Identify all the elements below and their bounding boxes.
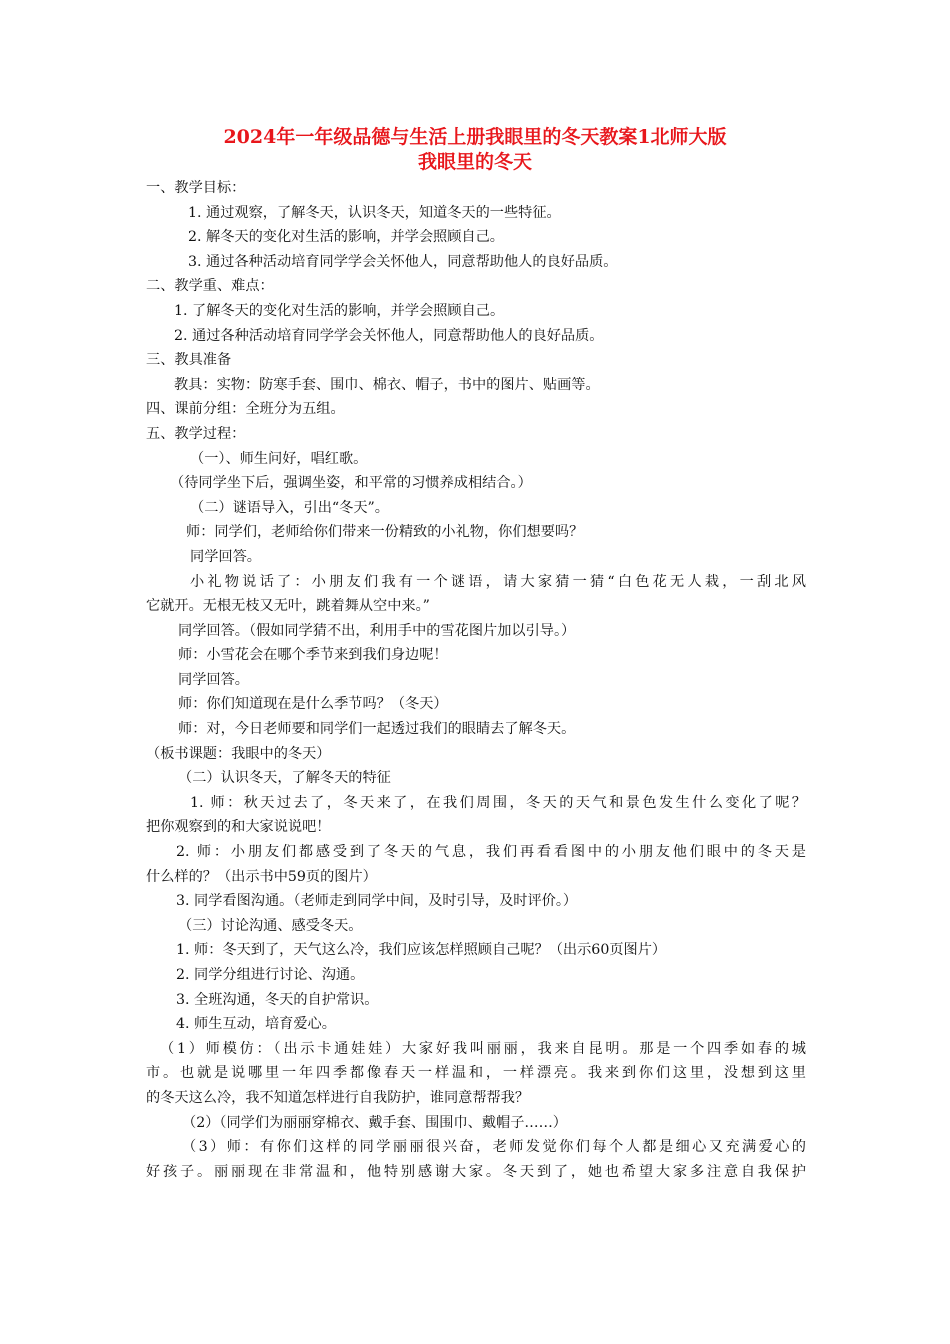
paragraph-line: （2）（同学们为丽丽穿棉衣、戴手套、围围巾、戴帽子……） (182, 1114, 567, 1131)
list-item: 4. 师生互动，培育爱心。 (176, 1016, 336, 1033)
list-item: 2. 同学分组进行讨论、沟通。 (176, 967, 365, 983)
paragraph-line: 小礼物说话了：小朋友们我有一个谜语，请大家猜一猜“白色花无人栽，一刮北风 (190, 573, 806, 590)
document-body (146, 176, 806, 1184)
paragraph-line: 把你观察到的和大家说说吧！ (146, 819, 331, 836)
list-item: 1. 师：冬天到了，天气这么冷，我们应该怎样照顾自己呢？（出示60页图片） (176, 942, 667, 959)
paragraph-line: 同学回答。 (178, 671, 249, 688)
document-title: 2024年一年级品德与生活上册我眼里的冬天教案1北师大版 (223, 126, 727, 148)
paragraph-line: （3）师：有你们这样的同学丽丽很兴奋，老师发觉你们每个人都是细心又充满爱心的 (182, 1139, 806, 1156)
list-item: 2. 解冬天的变化对生活的影响，并学会照顾自己。 (188, 229, 504, 246)
paragraph-line: 师：对，今日老师要和同学们一起透过我们的眼睛去了解冬天。 (178, 721, 576, 738)
paragraph-line: （二）谜语导入，引出“冬天”。 (190, 499, 389, 516)
section-heading: 五、教学过程： (146, 425, 246, 442)
paragraph-line: 什么样的？（出示书中59页的图片） (146, 868, 377, 885)
list-item: 1. 了解冬天的变化对生活的影响，并学会照顾自己。 (174, 302, 505, 319)
paragraph-line: （三）讨论沟通、感受冬天。 (178, 917, 363, 934)
paragraph-line: 同学回答。 (190, 548, 261, 565)
section-heading: 一、教学目标： (146, 180, 246, 196)
paragraph-line: （待同学坐下后，强调坐姿，和平常的习惯养成相结合。） (170, 475, 532, 492)
paragraph-line: 好孩子。丽丽现在非常温和，他特别感谢大家。冬天到了，她也希望大家多注意自我保护 (146, 1163, 806, 1180)
paragraph-line: 师：你们知道现在是什么季节吗？（冬天） (178, 696, 448, 713)
section-heading: 三、教具准备 (146, 352, 232, 369)
paragraph-line: （二）认识冬天，了解冬天的特征 (178, 770, 391, 787)
list-item: 1. 通过观察，了解冬天，认识冬天，知道冬天的一些特征。 (188, 204, 561, 221)
paragraph-line: 市。也就是说哪里一年四季都像春天一样温和，一样漂亮。我来到你们这里，没想到这里 (146, 1065, 806, 1082)
list-item: 3. 通过各种活动培育同学学会关怀他人，同意帮助他人的良好品质。 (188, 253, 618, 270)
paragraph-line: 1. 师：秋天过去了，冬天来了，在我们周围，冬天的天气和景色发生什么变化了呢？ (190, 794, 806, 811)
paragraph-line: （板书课题：我眼中的冬天） (146, 745, 331, 762)
paragraph-line: （一）、师生问好，唱红歌。 (190, 450, 368, 467)
section-heading: 二、教学重、难点： (146, 278, 274, 295)
paragraph-line: （1）师模仿：（出示卡通娃娃）大家好我叫丽丽，我来自昆明。那是一个四季如春的城 (160, 1040, 806, 1057)
paragraph-line: 师：同学们，老师给你们带来一份精致的小礼物，你们想要吗？ (186, 524, 584, 541)
section-heading: 四、课前分组：全班分为五组。 (146, 401, 345, 418)
list-item: 3. 全班沟通，冬天的自护常识。 (176, 991, 379, 1008)
list-item: 2. 通过各种活动培育同学学会关怀他人，同意帮助他人的良好品质。 (174, 327, 604, 344)
paragraph-line: 教具：实物：防寒手套、围巾、棉衣、帽子，书中的图片、贴画等。 (174, 376, 600, 393)
document-subtitle: 我眼里的冬天 (417, 151, 532, 173)
paragraph-line: 它就开。无根无枝又无叶，跳着舞从空中来。” (146, 598, 430, 615)
paragraph-line: 3. 同学看图沟通。（老师走到同学中间，及时引导，及时评价。） (176, 893, 578, 910)
paragraph-line: 的冬天这么冷，我不知道怎样进行自我防护，谁同意帮帮我？ (146, 1089, 530, 1106)
paragraph-line: 师：小雪花会在哪个季节来到我们身边呢！ (178, 647, 448, 664)
paragraph-line: 同学回答。（假如同学猜不出，利用手中的雪花图片加以引导。） (178, 622, 576, 639)
paragraph-line: 2. 师：小朋友们都感受到了冬天的气息，我们再看看图中的小朋友他们眼中的冬天是 (176, 844, 806, 861)
